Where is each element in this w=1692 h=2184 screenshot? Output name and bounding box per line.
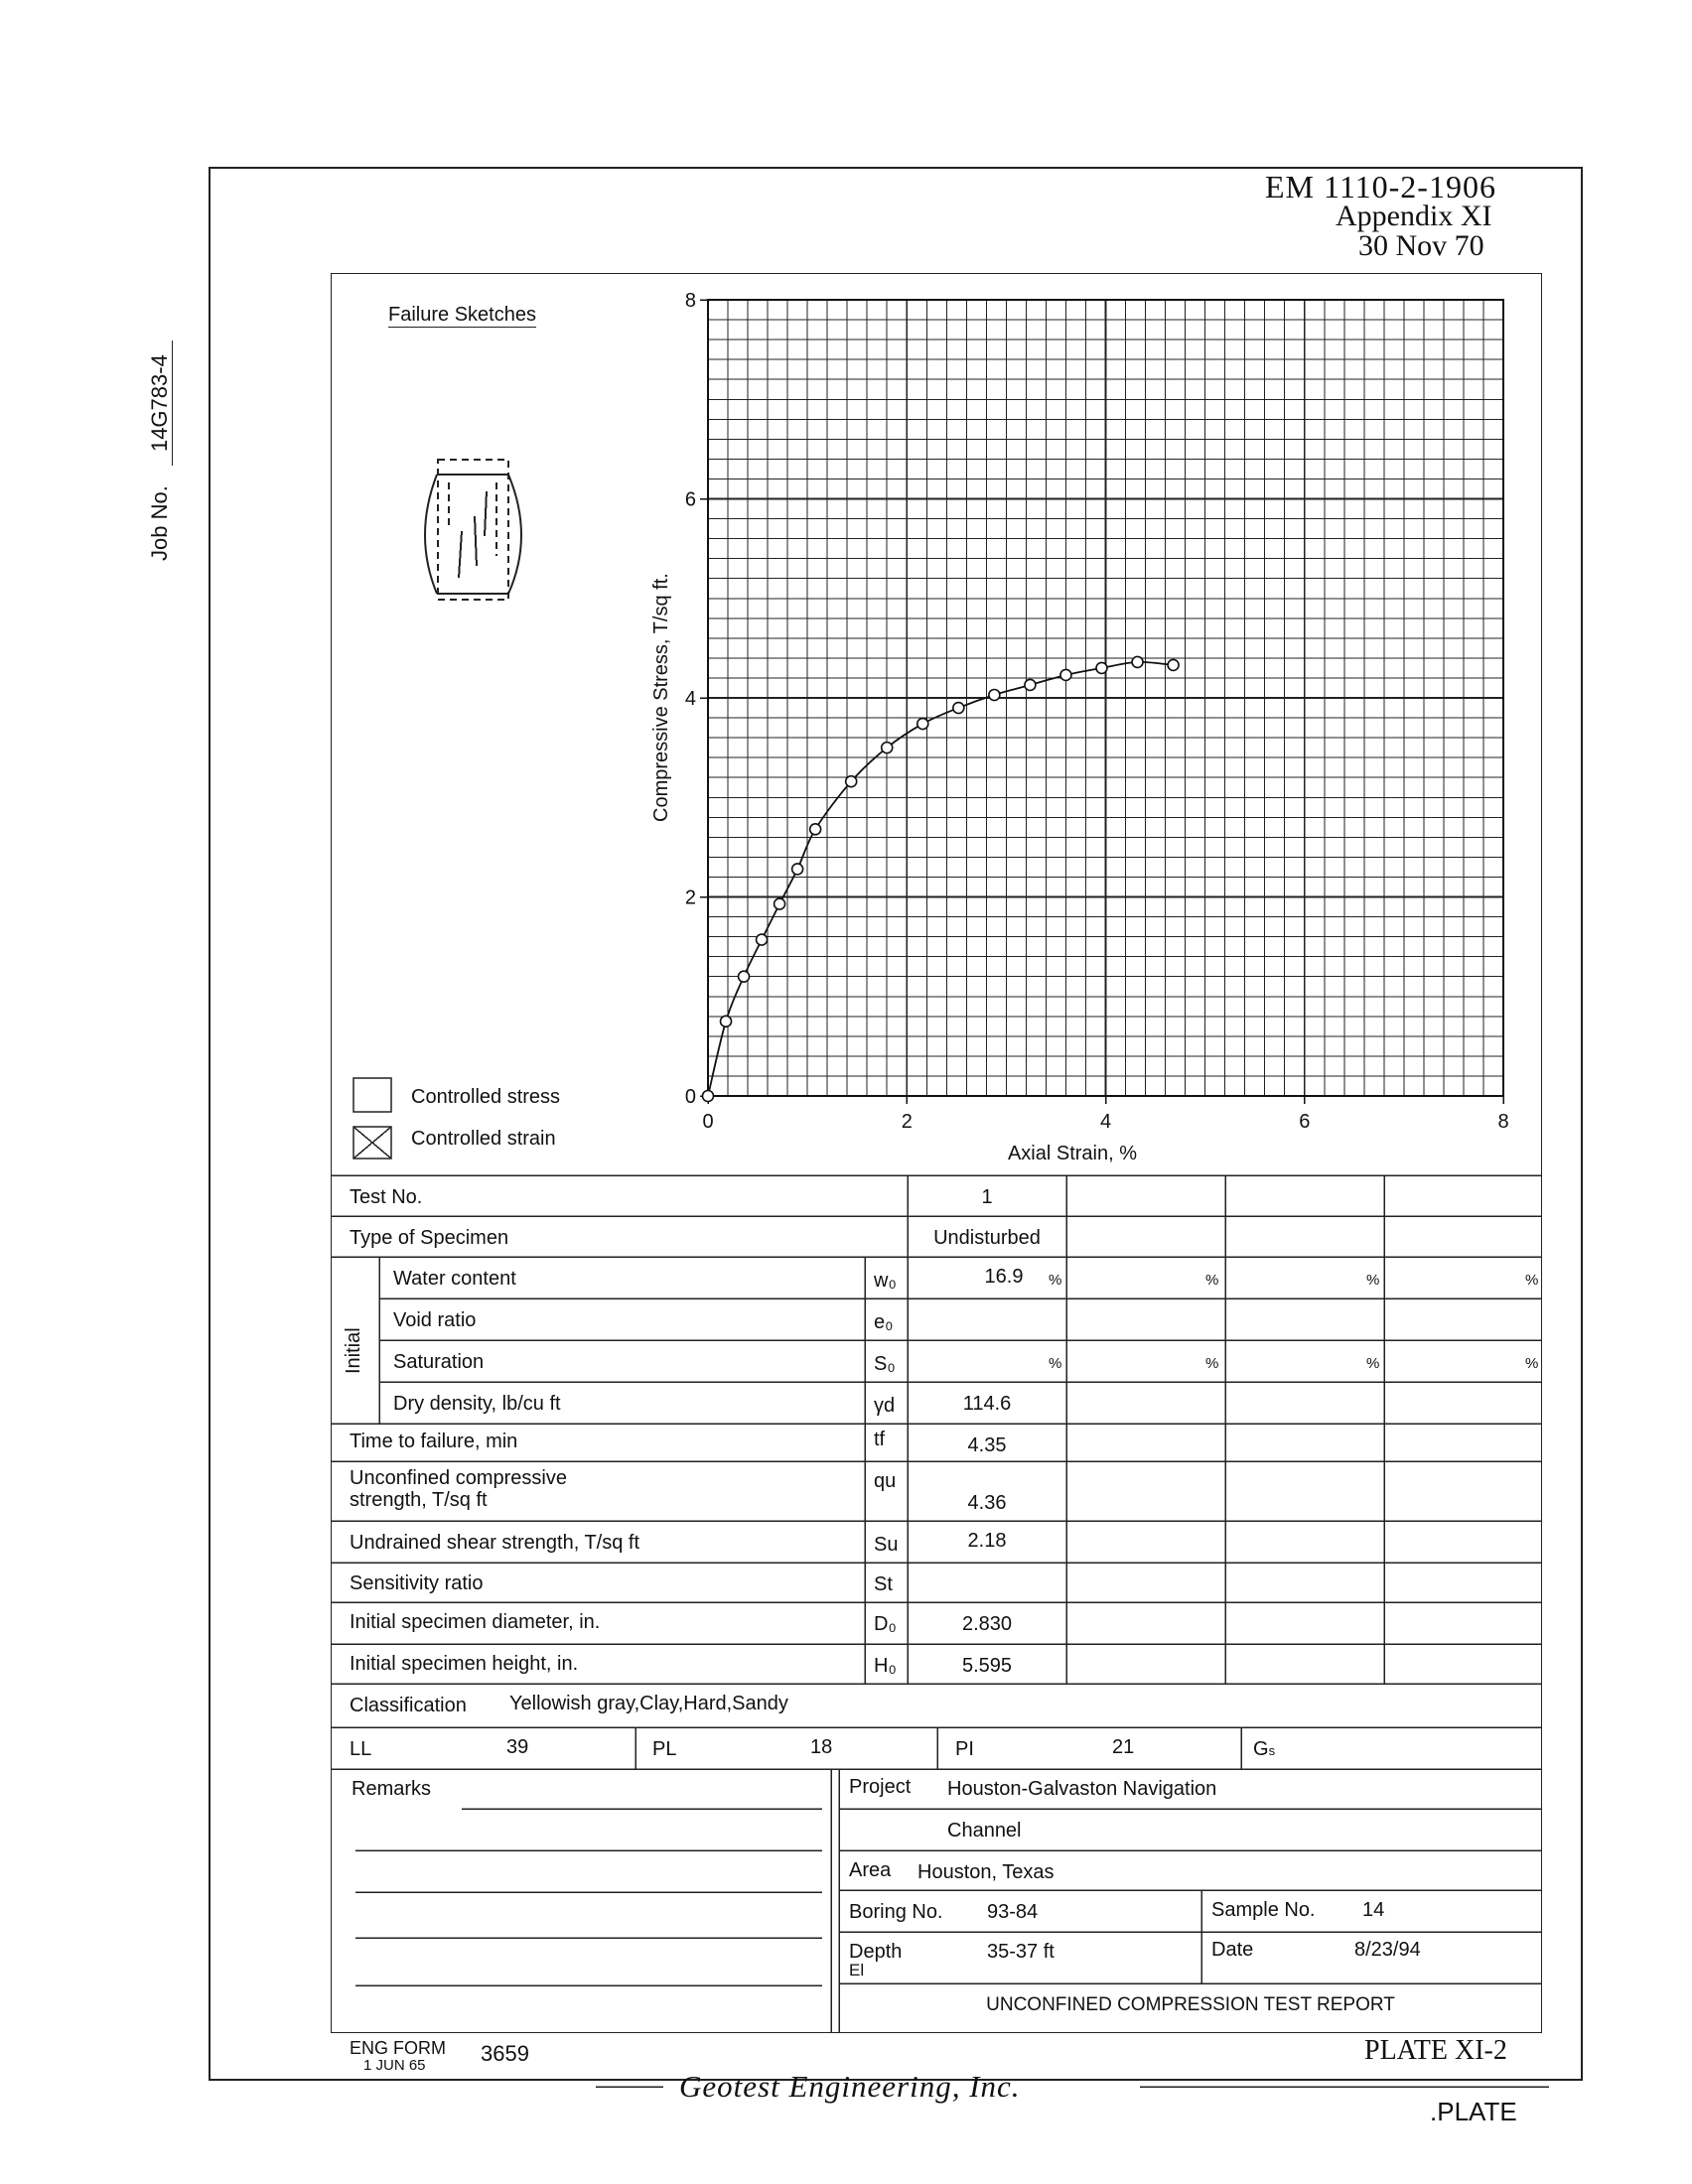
failure-sketches-title: Failure Sketches [388,304,536,326]
project-line2: Channel [947,1820,1022,1842]
classification-value: Yellowish gray,Clay,Hard,Sandy [509,1693,788,1714]
row-value: 4.35 [967,1434,1007,1456]
row-label: Saturation [393,1351,485,1373]
data-point [953,703,964,714]
data-point [792,864,803,875]
y-tick-label: 0 [684,1086,696,1108]
date-value: 8/23/94 [1354,1939,1421,1961]
legend-controlled-stress: Controlled stress [411,1086,561,1108]
eng-form-number: 3659 [481,2041,529,2066]
pct-mark: % [1366,1355,1380,1372]
data-point [917,719,928,730]
initial-label: Initial [343,1327,364,1374]
row-symbol: H₀ [874,1655,897,1677]
chart-points [703,656,1180,1101]
el-label: El [849,1961,865,1979]
area-label: Area [849,1859,892,1881]
stress-strain-curve [708,662,1174,1096]
data-point [846,776,857,787]
y-tick-label: 8 [684,290,696,312]
depth-label: Depth [849,1941,903,1963]
data-point [882,743,893,753]
chart-grid [708,300,1503,1096]
test-no-1: 1 [981,1186,993,1208]
date-label: Date [1211,1939,1254,1961]
boring-value: 93-84 [987,1901,1039,1923]
data-point [739,971,750,982]
chart-axes [700,300,1503,1104]
row-symbol: St [874,1573,893,1595]
row-symbol: e₀ [874,1311,894,1333]
row-symbol: qu [874,1470,897,1492]
y-tick-label: 4 [684,688,696,710]
data-point [775,898,785,909]
sample-label: Sample No. [1211,1899,1316,1921]
pl-value: 18 [810,1736,833,1758]
pct-mark: % [1366,1272,1380,1289]
row-label: Dry density, lb/cu ft [393,1393,561,1415]
row-label: Initial specimen diameter, in. [350,1611,601,1633]
row-label: Undrained shear strength, T/sq ft [350,1532,640,1554]
job-label: Job No. [147,485,172,561]
data-point [757,934,768,945]
legend-controlled-strain: Controlled strain [411,1128,556,1150]
row-label: Unconfined compressive strength, T/sq ft [350,1467,567,1511]
depth-value: 35-37 ft [987,1941,1055,1963]
company-name: Geotest Engineering, Inc. [679,2069,1021,2104]
row-symbol: w₀ [874,1270,897,1292]
row-label: Time to failure, min [350,1431,518,1452]
x-tick-label: 8 [1497,1111,1509,1133]
data-point [1132,656,1143,667]
header-date: 30 Nov 70 [1358,229,1484,262]
row-symbol: S₀ [874,1353,896,1375]
boring-label: Boring No. [849,1901,943,1923]
doc-number: EM 1110-2-1906 [1265,169,1496,205]
pi-label: PI [955,1738,974,1760]
data-point [989,689,1000,700]
data-point [1096,662,1107,673]
ll-label: LL [350,1738,372,1760]
pct-mark: % [1205,1272,1219,1289]
row-symbol: Su [874,1534,899,1556]
row-symbol: γd [874,1395,896,1417]
chart-tick-labels [685,290,1509,1133]
row-value: 4.36 [967,1492,1007,1514]
row-label: Initial specimen height, in. [350,1653,579,1675]
ll-value: 39 [506,1736,529,1758]
project-label: Project [849,1776,912,1798]
row-symbol: D₀ [874,1613,897,1635]
plate-label: PLATE XI-2 [1364,2035,1507,2066]
row-symbol: tf [874,1429,886,1450]
test-no-label: Test No. [350,1186,423,1208]
y-axis-label: Compressive Stress, T/sq ft. [650,573,672,823]
eng-form-date: 1 JUN 65 [363,2057,426,2074]
row-value: 2.18 [967,1530,1007,1552]
controlled-strain-box [353,1127,391,1159]
controlled-stress-box [353,1078,391,1112]
x-tick-label: 2 [901,1111,913,1133]
pct-mark: % [1525,1272,1539,1289]
x-tick-label: 0 [702,1111,714,1133]
x-axis-label: Axial Strain, % [1007,1143,1138,1164]
job-value: 14G783-4 [147,341,173,466]
type-1: Undisturbed [933,1227,1041,1249]
sample-value: 14 [1362,1899,1385,1921]
pi-value: 21 [1112,1736,1135,1758]
data-point [1025,679,1036,690]
data-point [1168,659,1179,670]
data-point [1060,669,1071,680]
appendix-label: Appendix XI [1336,200,1492,232]
row-value: 2.830 [961,1613,1013,1635]
row-label: Sensitivity ratio [350,1572,484,1594]
y-tick-label: 2 [684,887,696,909]
area-value: Houston, Texas [917,1861,1055,1883]
row-label: Water content [393,1268,516,1290]
pct-mark: % [1049,1272,1062,1289]
pl-label: PL [652,1738,677,1760]
data-point [703,1091,714,1102]
row-label: Void ratio [393,1309,477,1331]
gs-label: Gs [1253,1738,1276,1760]
report-title: UNCONFINED COMPRESSION TEST REPORT [986,1994,1395,2015]
row-value: 5.595 [961,1655,1013,1677]
plate-stamp: .PLATE [1430,2097,1517,2126]
pct-mark: % [1205,1355,1219,1372]
failure-sketch [425,460,521,600]
y-tick-label: 6 [684,488,696,511]
data-point [810,824,821,835]
row-value: 16.9 [984,1266,1024,1288]
eng-form-label: ENG FORM [350,2038,446,2058]
data-point [721,1016,732,1026]
classification-label: Classification [350,1695,467,1716]
pct-mark: % [1525,1355,1539,1372]
type-label: Type of Specimen [350,1227,509,1249]
x-tick-label: 6 [1299,1111,1311,1133]
x-tick-label: 4 [1099,1111,1112,1133]
remarks-label: Remarks [352,1778,432,1800]
row-value: 114.6 [962,1393,1012,1415]
project-line1: Houston-Galvaston Navigation [947,1778,1217,1800]
pct-mark: % [1049,1355,1062,1372]
